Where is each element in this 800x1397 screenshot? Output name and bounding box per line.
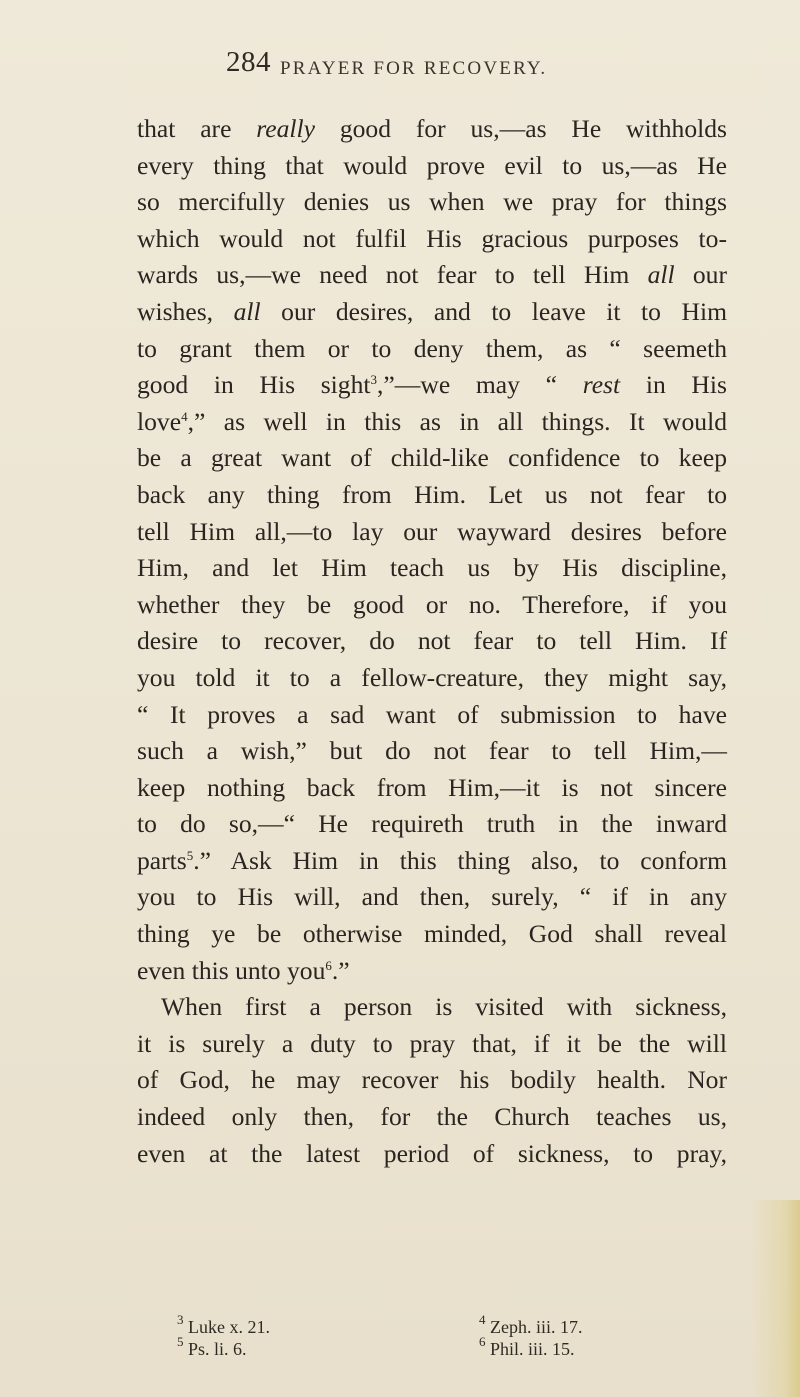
emphasis: rest	[582, 370, 621, 400]
footnote: $^4$ Zeph. iii. 17.	[479, 1312, 583, 1337]
footnote-mark: 5	[177, 1334, 184, 1349]
text-line: thing ye be otherwise minded, God shall reveal	[137, 919, 727, 949]
text-line: even this unto you$^6$.”	[137, 955, 350, 985]
emphasis: really	[256, 114, 316, 143]
text-line: every thing that would prove evil to us,—as He	[137, 150, 727, 180]
text-line: love$^4$,” as well in this as in all things. It would	[137, 406, 727, 436]
footnote-row	[137, 1312, 727, 1338]
text-line: it is surely a duty to pray that, if it be the will	[137, 1028, 727, 1058]
footnote-row	[137, 1334, 727, 1360]
text-line: When first a person is visited with sickness,	[161, 992, 727, 1022]
text-line: be a great want of child-like confidence to keep	[137, 443, 727, 473]
text-line: back any thing from Him. Let us not fear to	[137, 479, 727, 509]
text-line: you to His will, and then, surely, “ if in any	[137, 882, 727, 912]
footnote-ref: 3	[370, 372, 377, 388]
text-line: which would not fulfil His gracious purposes to-	[137, 223, 727, 253]
text-line: even at the latest period of sickness, to pray,	[137, 1138, 727, 1168]
text-line: Him, and let Him teach us by His discipline,	[137, 553, 727, 583]
text-line: wards us,—we need not fear to tell Him all our	[137, 260, 727, 290]
text-line: to do so,—“ He requireth truth in the inward	[137, 809, 727, 839]
text-line: keep nothing back from Him,—it is not sincere	[137, 772, 727, 802]
text-line: good in His sight$^3$,”—we may “ rest in His	[137, 370, 727, 400]
emphasis: all	[647, 260, 675, 290]
emphasis: all	[233, 296, 261, 326]
footnote: $^6$ Phil. iii. 15.	[479, 1334, 575, 1359]
text-line: of God, he may recover his bodily health. Nor	[137, 1065, 727, 1095]
footnote-mark: 4	[479, 1312, 486, 1327]
text-line: parts$^5$.” Ask Him in this thing also, to conform	[137, 845, 727, 875]
text-line: so mercifully denies us when we pray for things	[137, 187, 727, 217]
text-line: wishes, all our desires, and to leave it to Him	[137, 296, 727, 326]
text-line: desire to recover, do not fear to tell Him. If	[137, 626, 727, 656]
text-line: indeed only then, for the Church teaches us,	[137, 1102, 727, 1132]
text-line: such a wish,” but do not fear to tell Him,—	[137, 736, 727, 766]
text-line: “ It proves a sad want of submission to have	[137, 699, 727, 729]
footnotes	[137, 1312, 727, 1360]
body-text	[137, 111, 727, 1172]
text-line: that are really good for us,—as He withholds	[137, 114, 727, 143]
footnote: $^5$ Ps. li. 6.	[177, 1334, 247, 1359]
page-number: 284	[226, 46, 271, 78]
running-title: PRAYER FOR RECOVERY.	[280, 58, 548, 79]
footnote-ref: 6	[325, 957, 332, 973]
footnote: $^3$ Luke x. 21.	[177, 1312, 270, 1337]
text-line: whether they be good or no. Therefore, if you	[137, 589, 727, 619]
footnote-mark: 6	[479, 1334, 486, 1349]
page-edge-discoloration	[750, 1200, 800, 1397]
footnote-ref: 4	[181, 408, 188, 424]
text-line: to grant them or to deny them, as “ seemeth	[137, 333, 727, 363]
footnote-mark: 3	[177, 1312, 184, 1327]
text-line: tell Him all,—to lay our wayward desires before	[137, 516, 727, 546]
text-line: you told it to a fellow-creature, they might say,	[137, 662, 727, 692]
running-head	[0, 46, 800, 86]
footnote-ref: 5	[186, 847, 194, 863]
